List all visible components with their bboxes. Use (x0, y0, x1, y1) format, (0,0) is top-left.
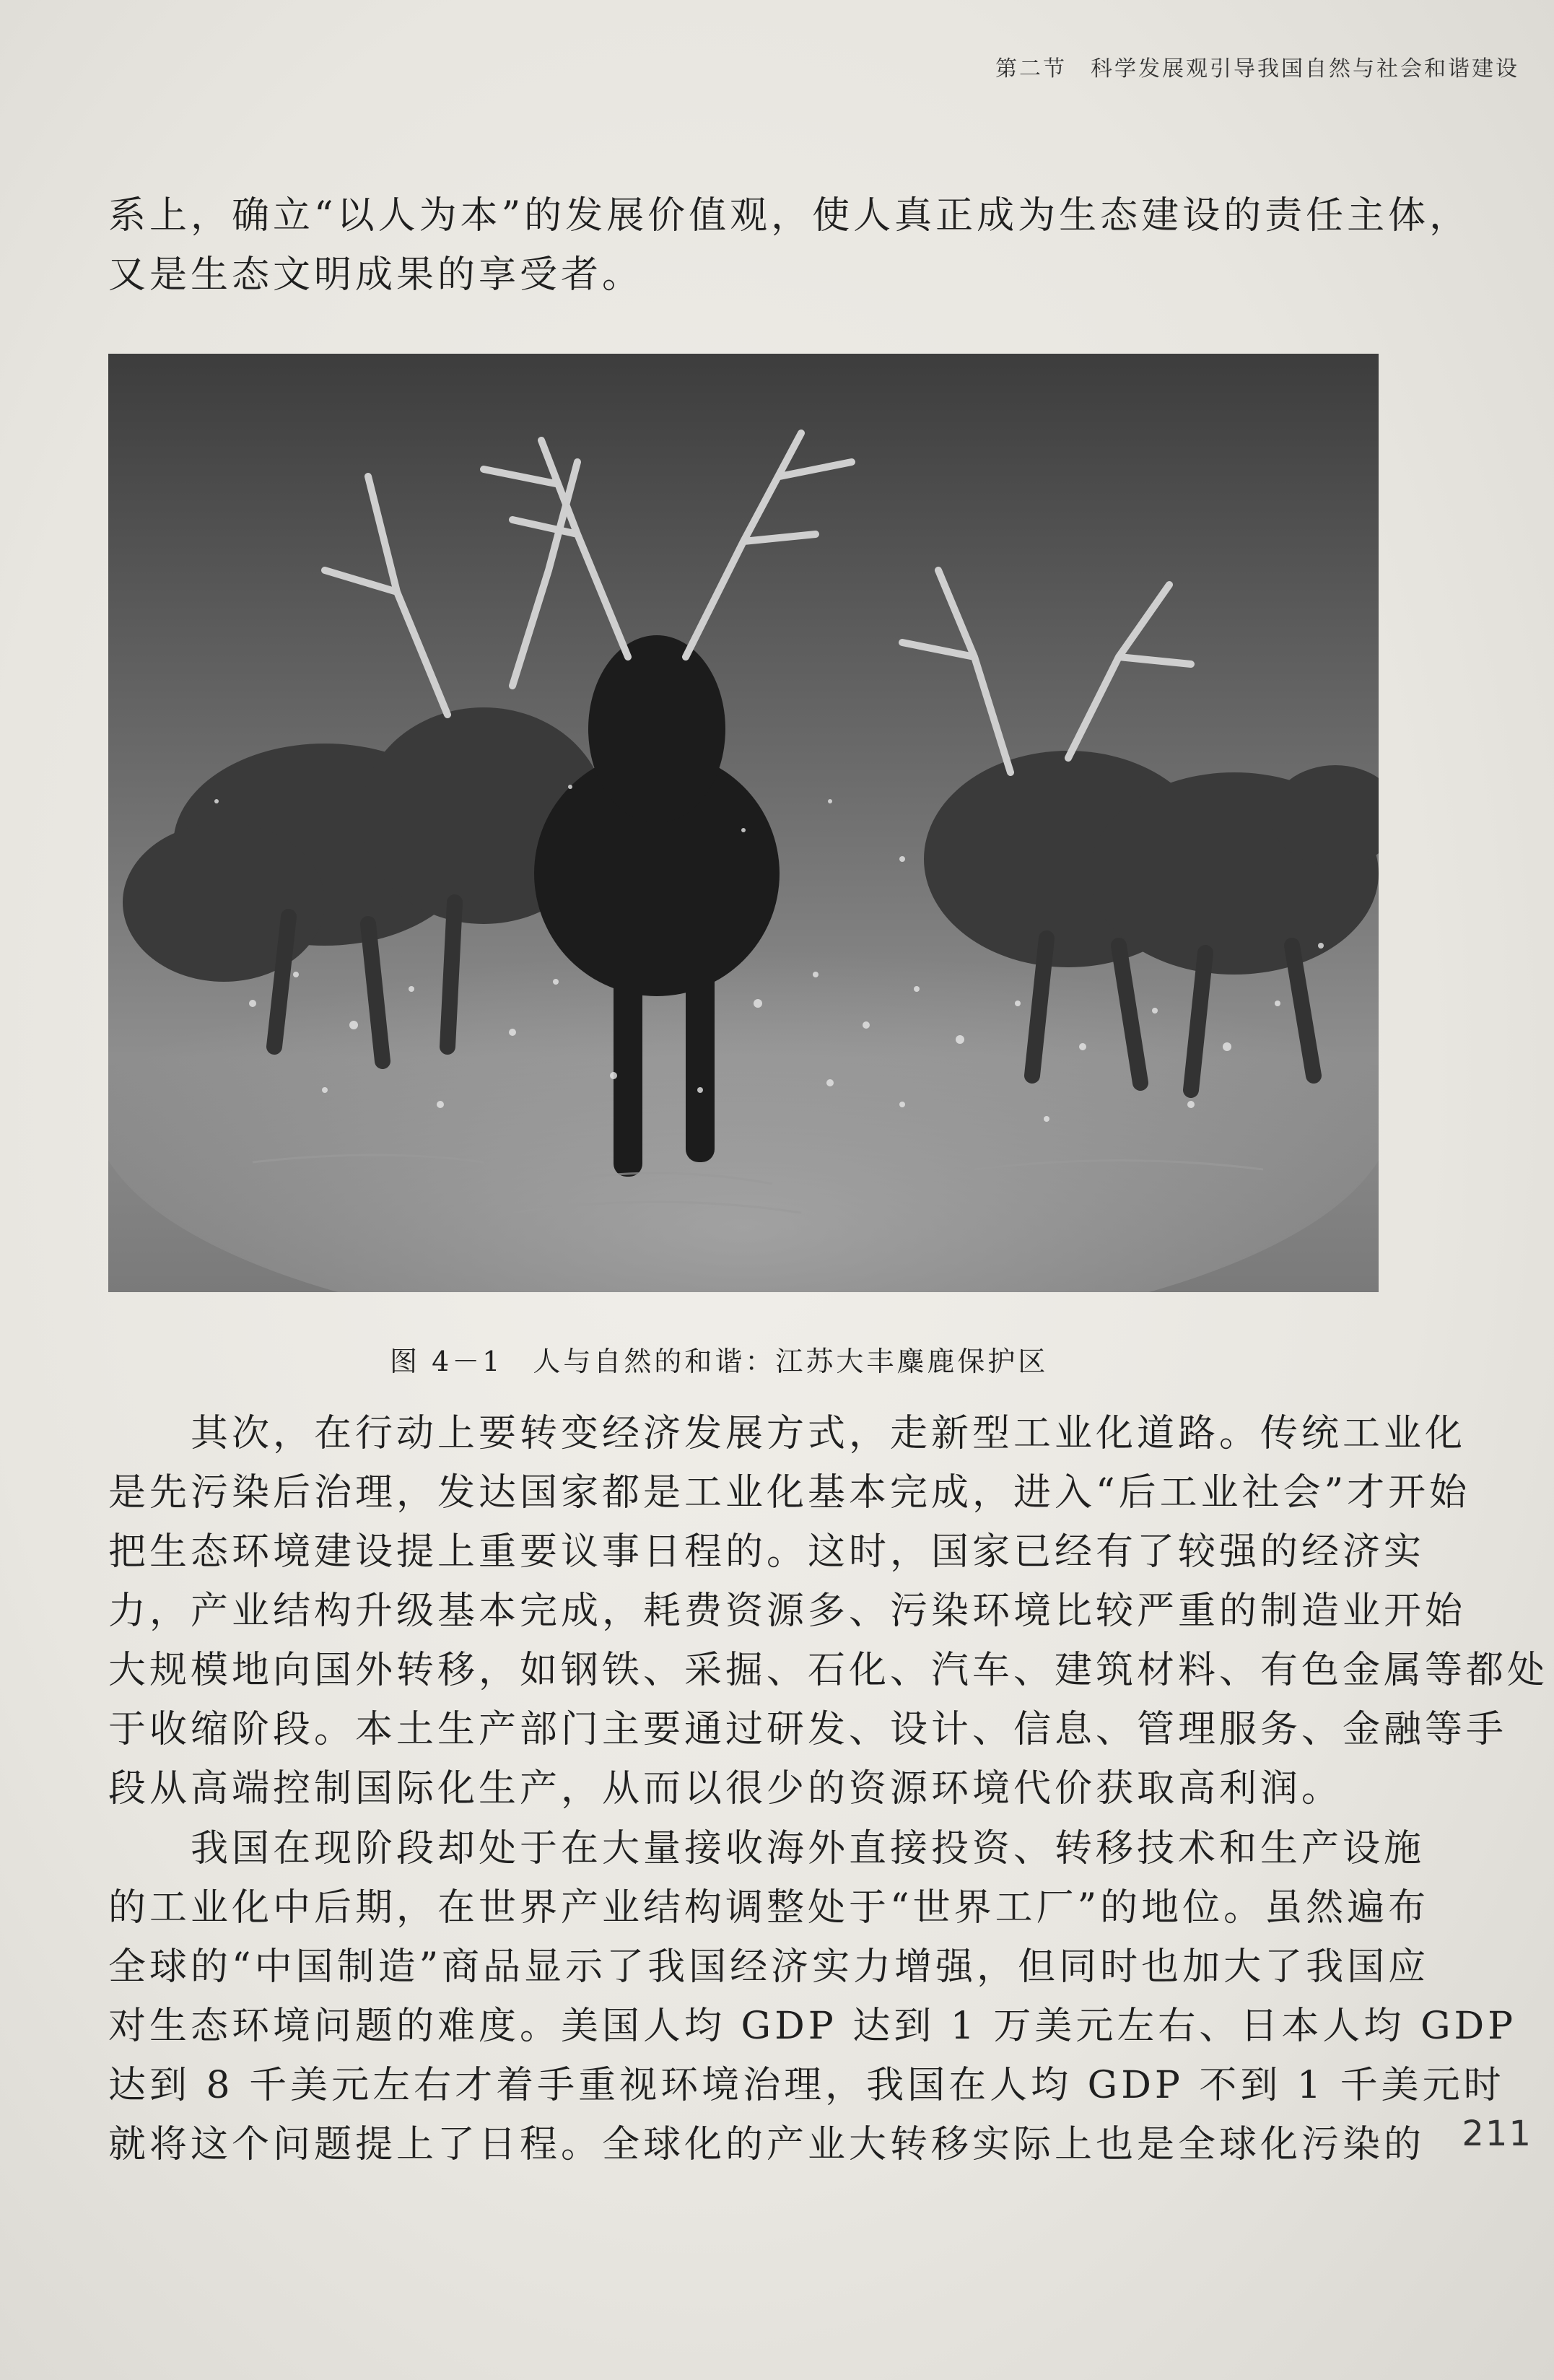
text-line: 大规模地向国外转移，如钢铁、采掘、石化、汽车、建筑材料、有色金属等都处 (108, 1649, 1549, 1692)
text-line: 于收缩阶段。本土生产部门主要通过研发、设计、信息、管理服务、金融等手 (108, 1708, 1508, 1751)
text-line: 其次，在行动上要转变经济发展方式，走新型工业化道路。传统工业化 (108, 1412, 1467, 1455)
text-line: 段从高端控制国际化生产，从而以很少的资源环境代价获取高利润。 (108, 1767, 1343, 1810)
figure-caption: 图 4－1 人与自然的和谐：江苏大丰麋鹿保护区 (390, 1346, 1049, 1377)
page-number: 211 (1462, 2114, 1532, 2154)
running-header: 第二节 科学发展观引导我国自然与社会和谐建设 (995, 56, 1519, 82)
text-line: 的工业化中后期，在世界产业结构调整处于“世界工厂”的地位。虽然遍布 (108, 1886, 1430, 1930)
text-line: 是先污染后治理，发达国家都是工业化基本完成，进入“后工业社会”才开始 (108, 1471, 1471, 1514)
text-line: 就将这个问题提上了日程。全球化的产业大转移实际上也是全球化污染的 (108, 2123, 1426, 2166)
text-line: 全球的“中国制造”商品显示了我国经济实力增强，但同时也加大了我国应 (108, 1945, 1430, 1989)
text-line: 系上，确立“以人为本”的发展价值观，使人真正成为生态建设的责任主体， (108, 194, 1471, 237)
photo-illustration (108, 354, 1379, 1292)
text-line: 我国在现阶段却处于在大量接收海外直接投资、转移技术和生产设施 (108, 1827, 1426, 1870)
text-line: 把生态环境建设提上重要议事日程的。这时，国家已经有了较强的经济实 (108, 1530, 1426, 1574)
text-line: 又是生态文明成果的享受者。 (108, 253, 644, 297)
text-line: 达到 8 千美元左右才着手重视环境治理，我国在人均 GDP 不到 1 千美元时 (108, 2064, 1505, 2107)
paragraph-1 (108, 1404, 1549, 1818)
text-line: 力，产业结构升级基本完成，耗费资源多、污染环境比较严重的制造业开始 (108, 1590, 1467, 1633)
text-line: 对生态环境问题的难度。美国人均 GDP 达到 1 万美元左右、日本人均 GDP (108, 2005, 1517, 2048)
deer-photograph (108, 354, 1379, 1292)
top-paragraph (108, 186, 1471, 305)
